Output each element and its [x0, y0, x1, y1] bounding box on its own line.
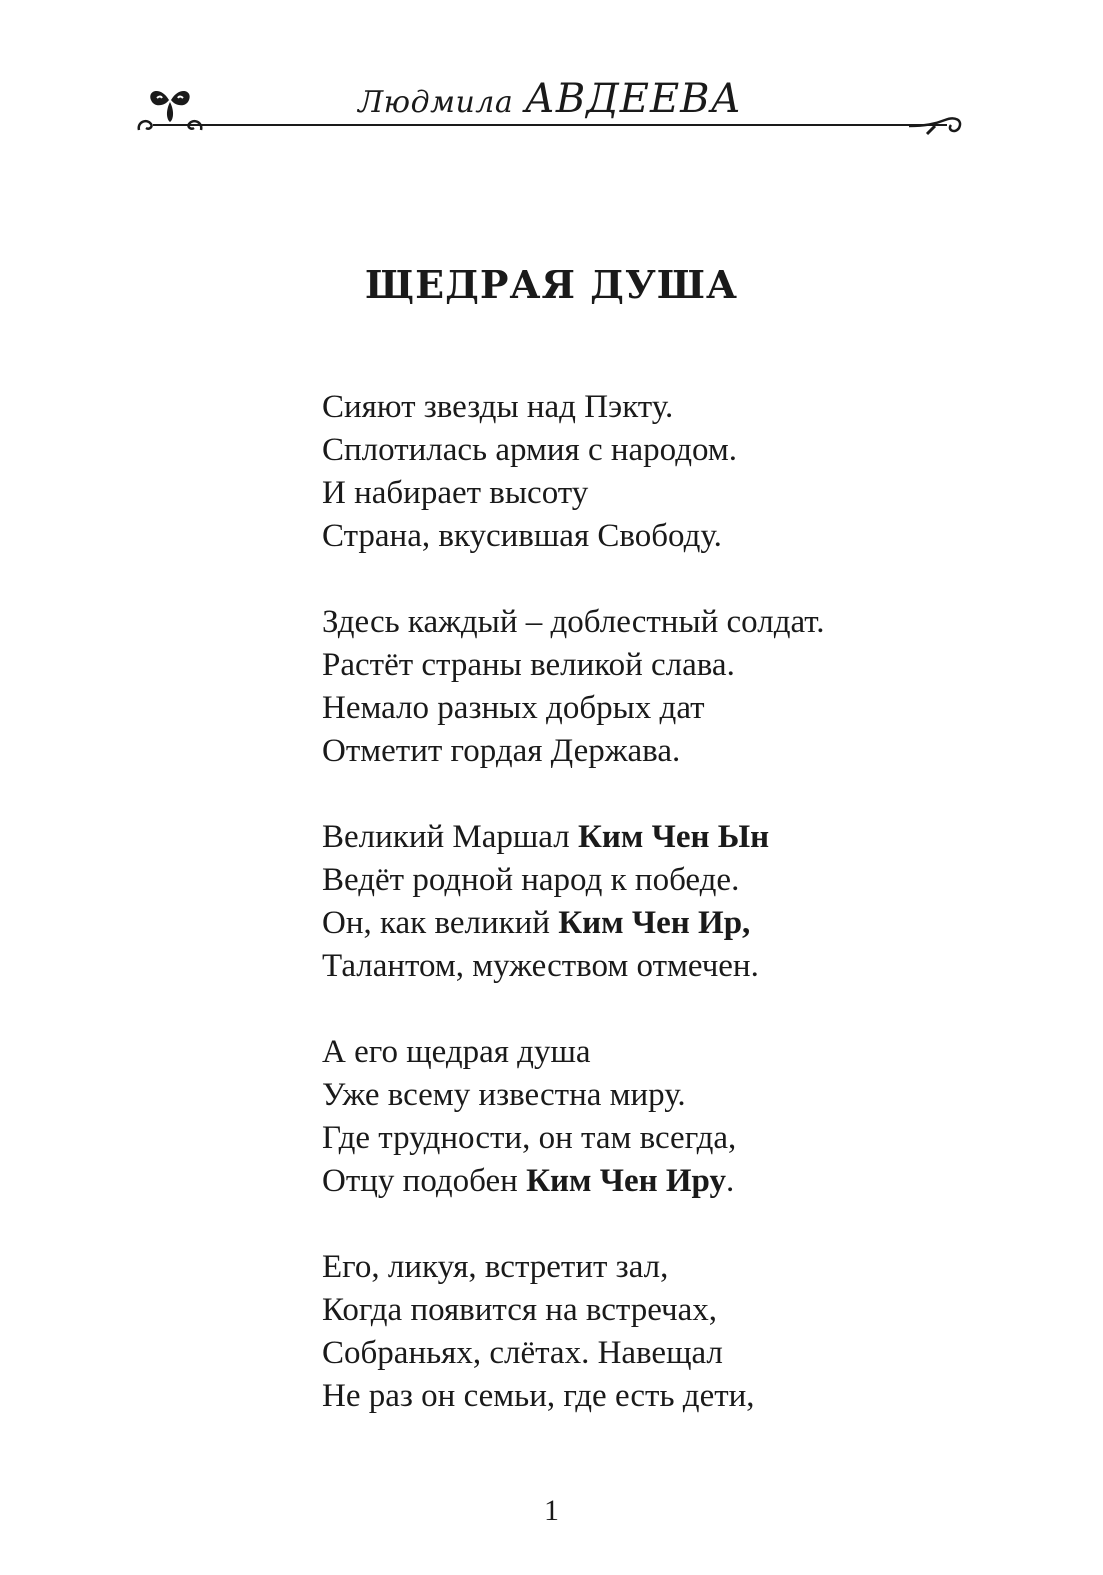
stanza: [322, 1246, 824, 1418]
poem-line: Талантом, мужеством отмечен.: [322, 948, 759, 984]
poem-line: Когда появится на встречах,: [322, 1292, 718, 1328]
poem-line: Растёт страны великой слава.: [322, 647, 735, 683]
poem-line: Уже всему известна миру.: [322, 1077, 686, 1113]
poem-line: Не раз он семьи, где есть дети,: [322, 1378, 755, 1414]
poem-line: И набирает высоту: [322, 475, 589, 511]
poem-line: Ведёт родной народ к победе.: [322, 862, 740, 898]
poem-line: А его щедрая душа: [322, 1034, 591, 1070]
running-header: [135, 72, 965, 132]
poem-line: Где трудности, он там всегда,: [322, 1120, 737, 1156]
poem-line: Собраньях, слётах. Навещал: [322, 1335, 723, 1371]
page-number: 1: [544, 1494, 559, 1527]
emphasized-name: Ким Чен Ир,: [558, 905, 751, 941]
poem-line: Он, как великий Ким Чен Ир,: [322, 905, 751, 941]
poem-line: Немало разных добрых дат: [322, 690, 705, 726]
emphasized-name: Ким Чен Ын: [577, 819, 770, 855]
stanza: [322, 386, 824, 558]
poem-line: Сияют звезды над Пэкту.: [322, 389, 674, 425]
stanza: [322, 1031, 824, 1203]
poem-line: Отцу подобен Ким Чен Иру.: [322, 1163, 735, 1199]
author-name: Людмила АВДЕЕВА: [358, 76, 742, 122]
poem-line: Великий Маршал Ким Чен Ын: [322, 819, 770, 855]
scroll-flourish-icon: [905, 110, 965, 138]
poem-body: [322, 386, 824, 1461]
poem-line: Сплотилась армия с народом.: [322, 432, 738, 468]
poem-line: Отметит гордая Держава.: [322, 733, 681, 769]
emphasized-name: Ким Чен Иру: [526, 1163, 726, 1199]
poem-line: Здесь каждый – доблестный солдат.: [322, 604, 825, 640]
poem-line: Страна, вкусившая Свободу.: [322, 518, 722, 554]
poem-title: ЩЕДРАЯ ДУША: [365, 262, 738, 307]
header-rule: [153, 124, 947, 126]
poem-line: Его, ликуя, встретит зал,: [322, 1249, 669, 1285]
stanza: [322, 601, 824, 773]
stanza: [322, 816, 824, 988]
